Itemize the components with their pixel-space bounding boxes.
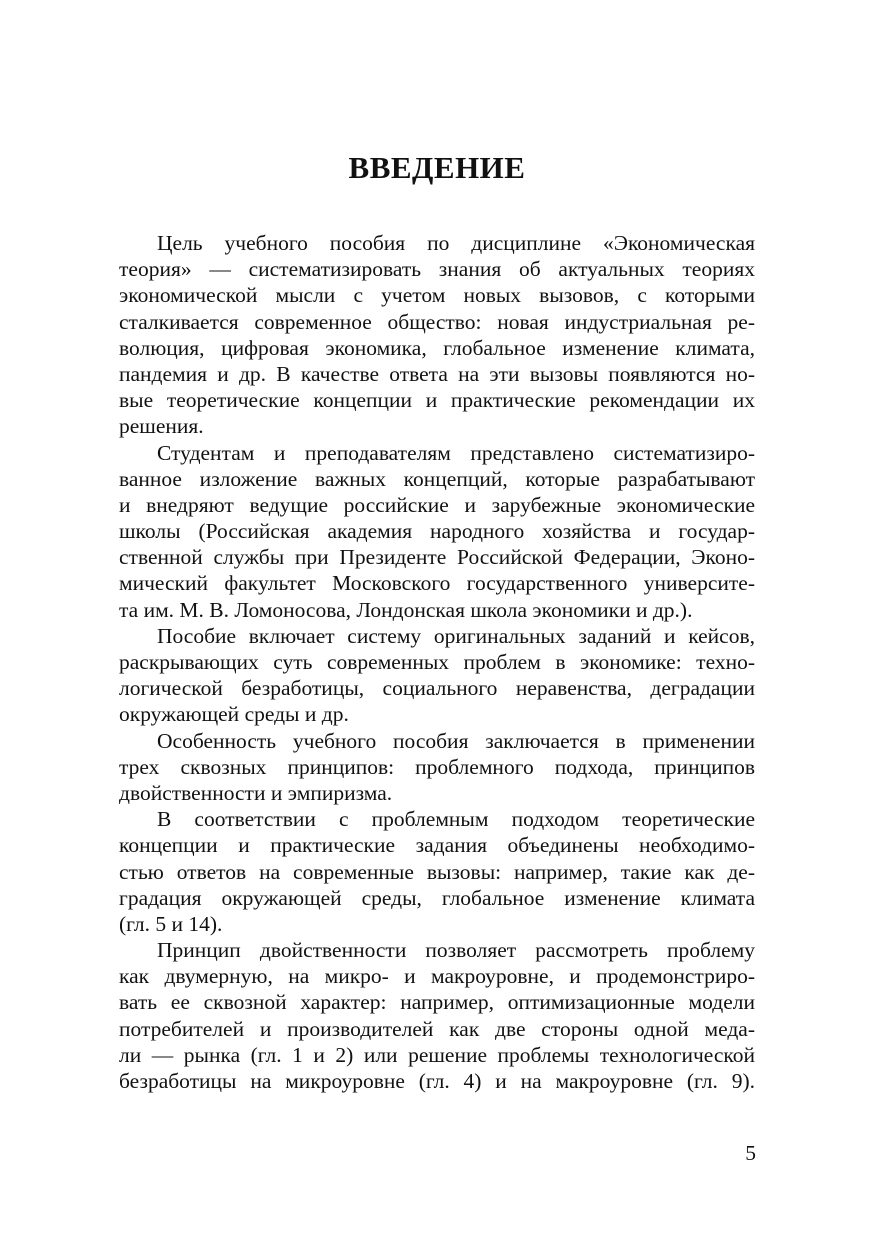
text-line: сталкивается современное общество: новая индустриальная ре- [119, 309, 755, 334]
paragraph [119, 623, 755, 728]
body-text [119, 230, 755, 1094]
text-line: стью ответов на современные вызовы: например, такие как де- [119, 859, 755, 884]
text-line: та им. М. В. Ломоносова, Лондонская школа экономики и др.). [119, 597, 693, 622]
text-line: логической безработицы, социального неравенства, деградации [119, 676, 755, 701]
text-line: теория» — систематизировать знания об актуальных теориях [119, 257, 755, 282]
text-line: Пособие включает систему оригинальных заданий и кейсов, [157, 623, 755, 648]
text-line: безработицы на микроуровне (гл. 4) и на макроуровне (гл. 9). [119, 1069, 755, 1093]
text-line: школы (Российская академия народного хозяйства и государ- [119, 519, 755, 544]
text-line: мический факультет Московского государственного университе- [119, 571, 755, 596]
text-line: Принцип двойственности позволяет рассмотреть проблему [157, 938, 755, 963]
text-line: вые теоретические концепции и практические рекомендации их [119, 388, 755, 413]
text-line: концепции и практические задания объединены необходимо- [119, 833, 755, 858]
text-line: ственной службы при Президенте Российской Федерации, Эконо- [119, 545, 755, 570]
text-line: и внедряют ведущие российские и зарубежные экономические [119, 492, 755, 517]
paragraph [119, 937, 755, 1094]
text-line: В соответствии с проблемным подходом теоретические [157, 807, 755, 832]
page-number: 5 [745, 1141, 756, 1165]
text-line: как двумерную, на микро- и макроуровне, и продемонстриро- [119, 964, 755, 989]
text-line: Особенность учебного пособия заключается в применении [157, 728, 755, 753]
paragraph [119, 806, 755, 937]
text-line: вать ее сквозной характер: например, оптимизационные модели [119, 990, 755, 1015]
text-line: раскрывающих суть современных проблем в экономике: техно- [119, 650, 755, 674]
text-line: волюция, цифровая экономика, глобальное изменение климата, [119, 335, 755, 360]
text-line: потребителей и производителей как две стороны одной меда- [119, 1016, 755, 1041]
text-line: градация окружающей среды, глобальное изменение климата [119, 885, 755, 910]
text-line: экономической мысли с учетом новых вызовов, с которыми [119, 283, 755, 308]
paragraph [119, 230, 755, 440]
page-title: ВВЕДЕНИЕ [348, 150, 526, 185]
text-line: пандемия и др. В качестве ответа на эти вызовы появляются но- [119, 361, 755, 386]
text-line: двойственности и эмпиризма. [119, 780, 393, 805]
text-line: трех сквозных принципов: проблемного подхода, принципов [119, 754, 755, 779]
text-line: (гл. 5 и 14). [119, 911, 223, 936]
text-line: окружающей среды и др. [119, 702, 349, 727]
text-line: Цель учебного пособия по дисциплине «Экономическая [157, 231, 755, 255]
text-line: решения. [119, 414, 204, 439]
paragraph [119, 728, 755, 807]
text-line: ванное изложение важных концепций, которые разрабатывают [119, 466, 755, 491]
text-line: ли — рынка (гл. 1 и 2) или решение проблемы технологической [119, 1042, 755, 1067]
text-line: Студентам и преподавателям представлено систематизиро- [157, 440, 755, 465]
paragraph [119, 440, 755, 623]
